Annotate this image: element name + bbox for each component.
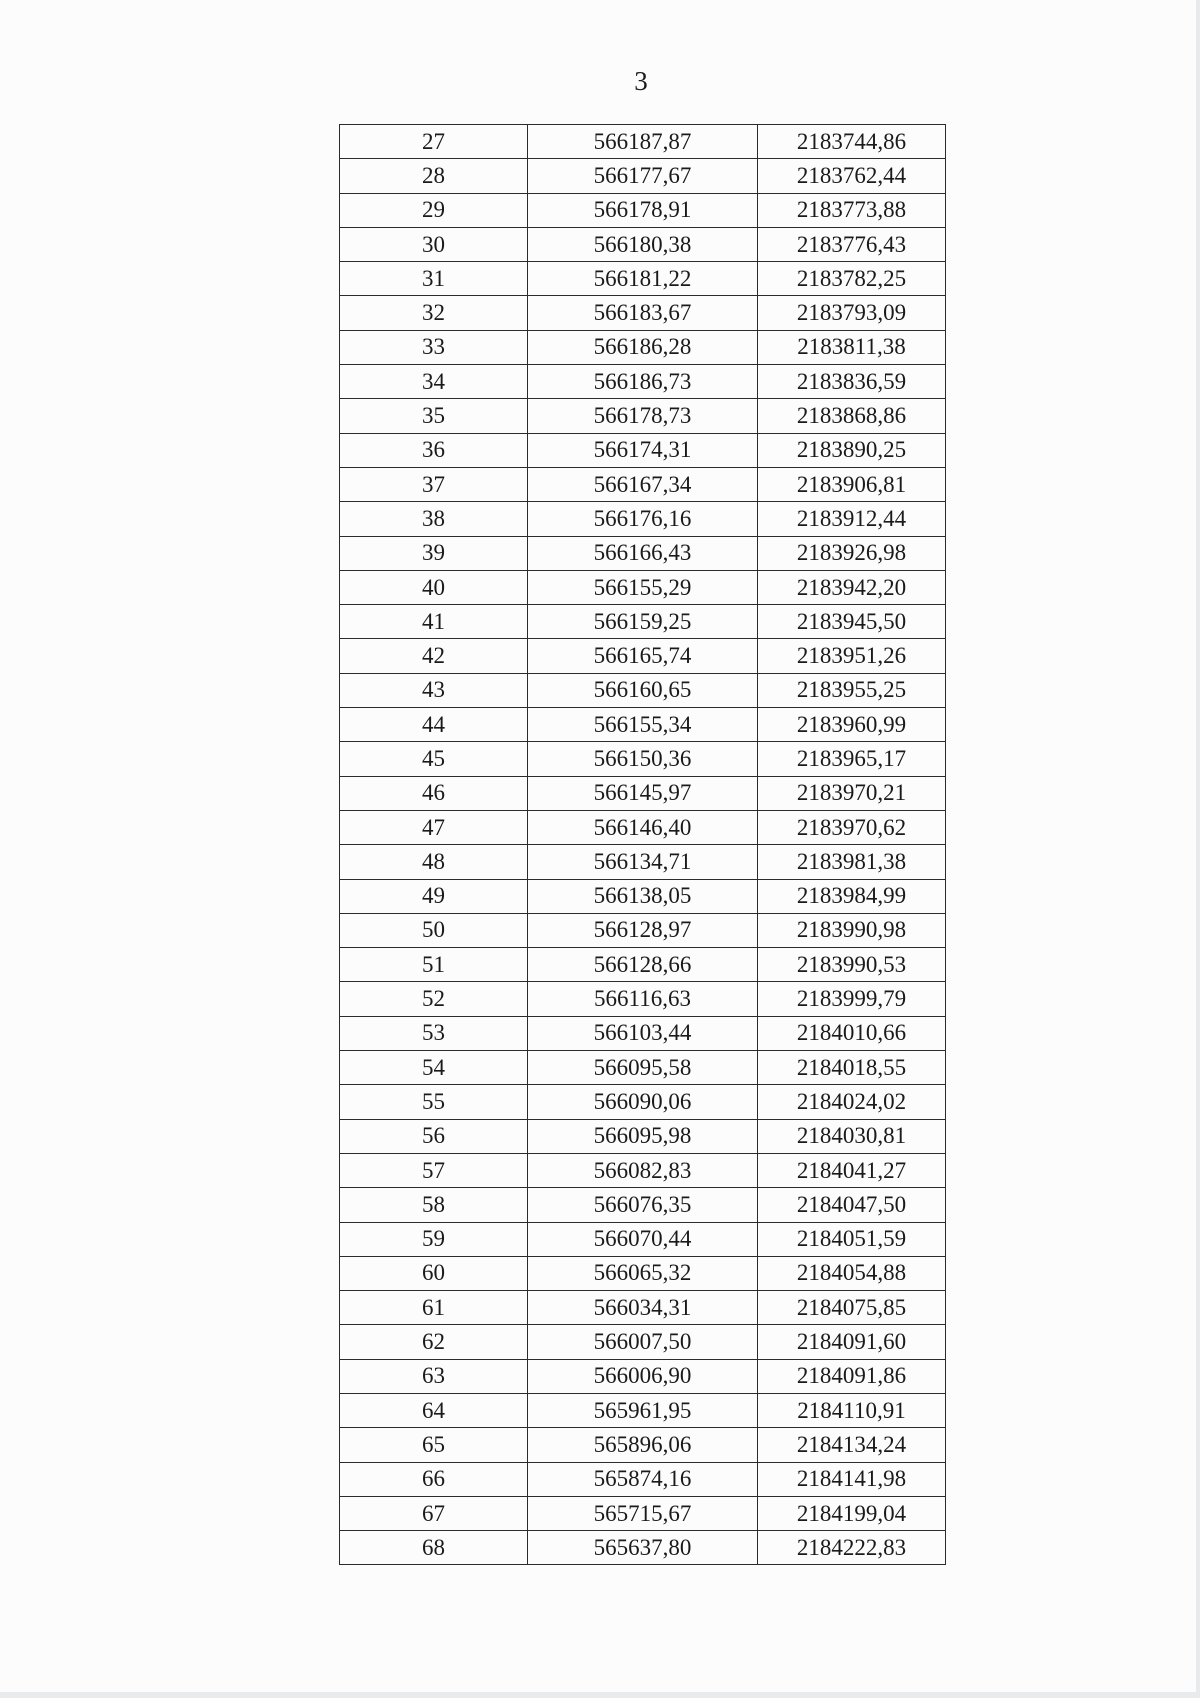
table-row [340,776,946,810]
x-coordinate-cell: 566116,63 [528,982,758,1016]
table-row [340,1153,946,1187]
table-row [340,1291,946,1325]
x-coordinate-cell: 566178,73 [528,399,758,433]
x-coordinate-cell: 566134,71 [528,845,758,879]
point-number-cell: 37 [340,467,528,501]
point-number-cell: 30 [340,227,528,261]
x-coordinate-cell: 566095,58 [528,1051,758,1085]
x-coordinate-cell: 566065,32 [528,1256,758,1290]
y-coordinate-cell: 2184054,88 [758,1256,946,1290]
point-number-cell: 58 [340,1188,528,1222]
x-coordinate-cell: 566180,38 [528,227,758,261]
point-number-cell: 61 [340,1291,528,1325]
x-coordinate-cell: 565637,80 [528,1531,758,1565]
y-coordinate-cell: 2183744,86 [758,125,946,159]
y-coordinate-cell: 2184141,98 [758,1462,946,1496]
point-number-cell: 60 [340,1256,528,1290]
point-number-cell: 34 [340,365,528,399]
table-row [340,1085,946,1119]
y-coordinate-cell: 2184041,27 [758,1153,946,1187]
y-coordinate-cell: 2183984,99 [758,879,946,913]
table-row [340,742,946,776]
y-coordinate-cell: 2183942,20 [758,570,946,604]
point-number-cell: 68 [340,1531,528,1565]
y-coordinate-cell: 2184091,86 [758,1359,946,1393]
x-coordinate-cell: 566034,31 [528,1291,758,1325]
point-number-cell: 51 [340,948,528,982]
y-coordinate-cell: 2184091,60 [758,1325,946,1359]
y-coordinate-cell: 2183990,98 [758,913,946,947]
x-coordinate-cell: 566155,29 [528,570,758,604]
point-number-cell: 31 [340,262,528,296]
table-row [340,296,946,330]
point-number-cell: 67 [340,1496,528,1530]
y-coordinate-cell: 2183990,53 [758,948,946,982]
point-number-cell: 62 [340,1325,528,1359]
point-number-cell: 55 [340,1085,528,1119]
x-coordinate-cell: 565715,67 [528,1496,758,1530]
y-coordinate-cell: 2183793,09 [758,296,946,330]
y-coordinate-cell: 2183999,79 [758,982,946,1016]
x-coordinate-cell: 566150,36 [528,742,758,776]
x-coordinate-cell: 566076,35 [528,1188,758,1222]
y-coordinate-cell: 2183782,25 [758,262,946,296]
table-row [340,1256,946,1290]
point-number-cell: 56 [340,1119,528,1153]
y-coordinate-cell: 2184030,81 [758,1119,946,1153]
table-row [340,948,946,982]
point-number-cell: 38 [340,502,528,536]
point-number-cell: 47 [340,810,528,844]
table-row [340,845,946,879]
x-coordinate-cell: 566183,67 [528,296,758,330]
x-coordinate-cell: 566128,97 [528,913,758,947]
y-coordinate-cell: 2183970,21 [758,776,946,810]
x-coordinate-cell: 566176,16 [528,502,758,536]
point-number-cell: 43 [340,673,528,707]
x-coordinate-cell: 566166,43 [528,536,758,570]
x-coordinate-cell: 566138,05 [528,879,758,913]
table-row [340,399,946,433]
point-number-cell: 45 [340,742,528,776]
table-row [340,262,946,296]
y-coordinate-cell: 2183926,98 [758,536,946,570]
x-coordinate-cell: 566167,34 [528,467,758,501]
x-coordinate-cell: 566187,87 [528,125,758,159]
x-coordinate-cell: 566090,06 [528,1085,758,1119]
x-coordinate-cell: 565874,16 [528,1462,758,1496]
x-coordinate-cell: 566128,66 [528,948,758,982]
point-number-cell: 66 [340,1462,528,1496]
x-coordinate-cell: 566095,98 [528,1119,758,1153]
y-coordinate-cell: 2184024,02 [758,1085,946,1119]
x-coordinate-cell: 566007,50 [528,1325,758,1359]
point-number-cell: 39 [340,536,528,570]
table-row [340,1016,946,1050]
table-row [340,913,946,947]
table-row [340,433,946,467]
table-row [340,227,946,261]
point-number-cell: 42 [340,639,528,673]
table-row [340,1188,946,1222]
y-coordinate-cell: 2184051,59 [758,1222,946,1256]
table-row [340,1359,946,1393]
table-row [340,810,946,844]
point-number-cell: 57 [340,1153,528,1187]
page-number: 3 [634,66,648,96]
y-coordinate-cell: 2183776,43 [758,227,946,261]
y-coordinate-cell: 2183951,26 [758,639,946,673]
y-coordinate-cell: 2183811,38 [758,330,946,364]
point-number-cell: 65 [340,1428,528,1462]
x-coordinate-cell: 566178,91 [528,193,758,227]
point-number-cell: 40 [340,570,528,604]
y-coordinate-cell: 2183890,25 [758,433,946,467]
coordinates-table [339,124,946,1565]
y-coordinate-cell: 2183773,88 [758,193,946,227]
table-row [340,159,946,193]
table-row [340,330,946,364]
x-coordinate-cell: 565896,06 [528,1428,758,1462]
x-coordinate-cell: 566103,44 [528,1016,758,1050]
x-coordinate-cell: 566159,25 [528,605,758,639]
y-coordinate-cell: 2183912,44 [758,502,946,536]
table-row [340,1051,946,1085]
y-coordinate-cell: 2183762,44 [758,159,946,193]
table-row [340,639,946,673]
point-number-cell: 50 [340,913,528,947]
x-coordinate-cell: 566174,31 [528,433,758,467]
y-coordinate-cell: 2184010,66 [758,1016,946,1050]
point-number-cell: 32 [340,296,528,330]
y-coordinate-cell: 2183981,38 [758,845,946,879]
table-row [340,605,946,639]
y-coordinate-cell: 2184110,91 [758,1393,946,1427]
x-coordinate-cell: 566177,67 [528,159,758,193]
point-number-cell: 28 [340,159,528,193]
x-coordinate-cell: 566070,44 [528,1222,758,1256]
y-coordinate-cell: 2184018,55 [758,1051,946,1085]
table-row [340,536,946,570]
point-number-cell: 54 [340,1051,528,1085]
table-row [340,193,946,227]
table-row [340,1462,946,1496]
y-coordinate-cell: 2183970,62 [758,810,946,844]
table-row [340,1119,946,1153]
table-row [340,1428,946,1462]
point-number-cell: 63 [340,1359,528,1393]
x-coordinate-cell: 566186,73 [528,365,758,399]
y-coordinate-cell: 2183945,50 [758,605,946,639]
y-coordinate-cell: 2184075,85 [758,1291,946,1325]
table-row [340,467,946,501]
x-coordinate-cell: 566155,34 [528,708,758,742]
x-coordinate-cell: 566160,65 [528,673,758,707]
point-number-cell: 46 [340,776,528,810]
y-coordinate-cell: 2183955,25 [758,673,946,707]
y-coordinate-cell: 2184222,83 [758,1531,946,1565]
x-coordinate-cell: 565961,95 [528,1393,758,1427]
x-coordinate-cell: 566165,74 [528,639,758,673]
y-coordinate-cell: 2184199,04 [758,1496,946,1530]
y-coordinate-cell: 2183836,59 [758,365,946,399]
point-number-cell: 36 [340,433,528,467]
x-coordinate-cell: 566181,22 [528,262,758,296]
x-coordinate-cell: 566146,40 [528,810,758,844]
table-row [340,1531,946,1565]
table-row [340,365,946,399]
table-row [340,1325,946,1359]
table-row [340,982,946,1016]
point-number-cell: 44 [340,708,528,742]
point-number-cell: 49 [340,879,528,913]
point-number-cell: 48 [340,845,528,879]
point-number-cell: 52 [340,982,528,1016]
point-number-cell: 41 [340,605,528,639]
y-coordinate-cell: 2184047,50 [758,1188,946,1222]
y-coordinate-cell: 2183906,81 [758,467,946,501]
point-number-cell: 35 [340,399,528,433]
point-number-cell: 29 [340,193,528,227]
table-row [340,570,946,604]
x-coordinate-cell: 566006,90 [528,1359,758,1393]
point-number-cell: 33 [340,330,528,364]
y-coordinate-cell: 2183965,17 [758,742,946,776]
x-coordinate-cell: 566145,97 [528,776,758,810]
coordinates-table-body [340,125,946,1565]
point-number-cell: 53 [340,1016,528,1050]
table-row [340,125,946,159]
y-coordinate-cell: 2183868,86 [758,399,946,433]
y-coordinate-cell: 2183960,99 [758,708,946,742]
point-number-cell: 64 [340,1393,528,1427]
point-number-cell: 59 [340,1222,528,1256]
x-coordinate-cell: 566186,28 [528,330,758,364]
table-row [340,1496,946,1530]
table-row [340,673,946,707]
y-coordinate-cell: 2184134,24 [758,1428,946,1462]
table-row [340,1222,946,1256]
x-coordinate-cell: 566082,83 [528,1153,758,1187]
table-row [340,502,946,536]
table-row [340,708,946,742]
table-row [340,879,946,913]
table-row [340,1393,946,1427]
point-number-cell: 27 [340,125,528,159]
